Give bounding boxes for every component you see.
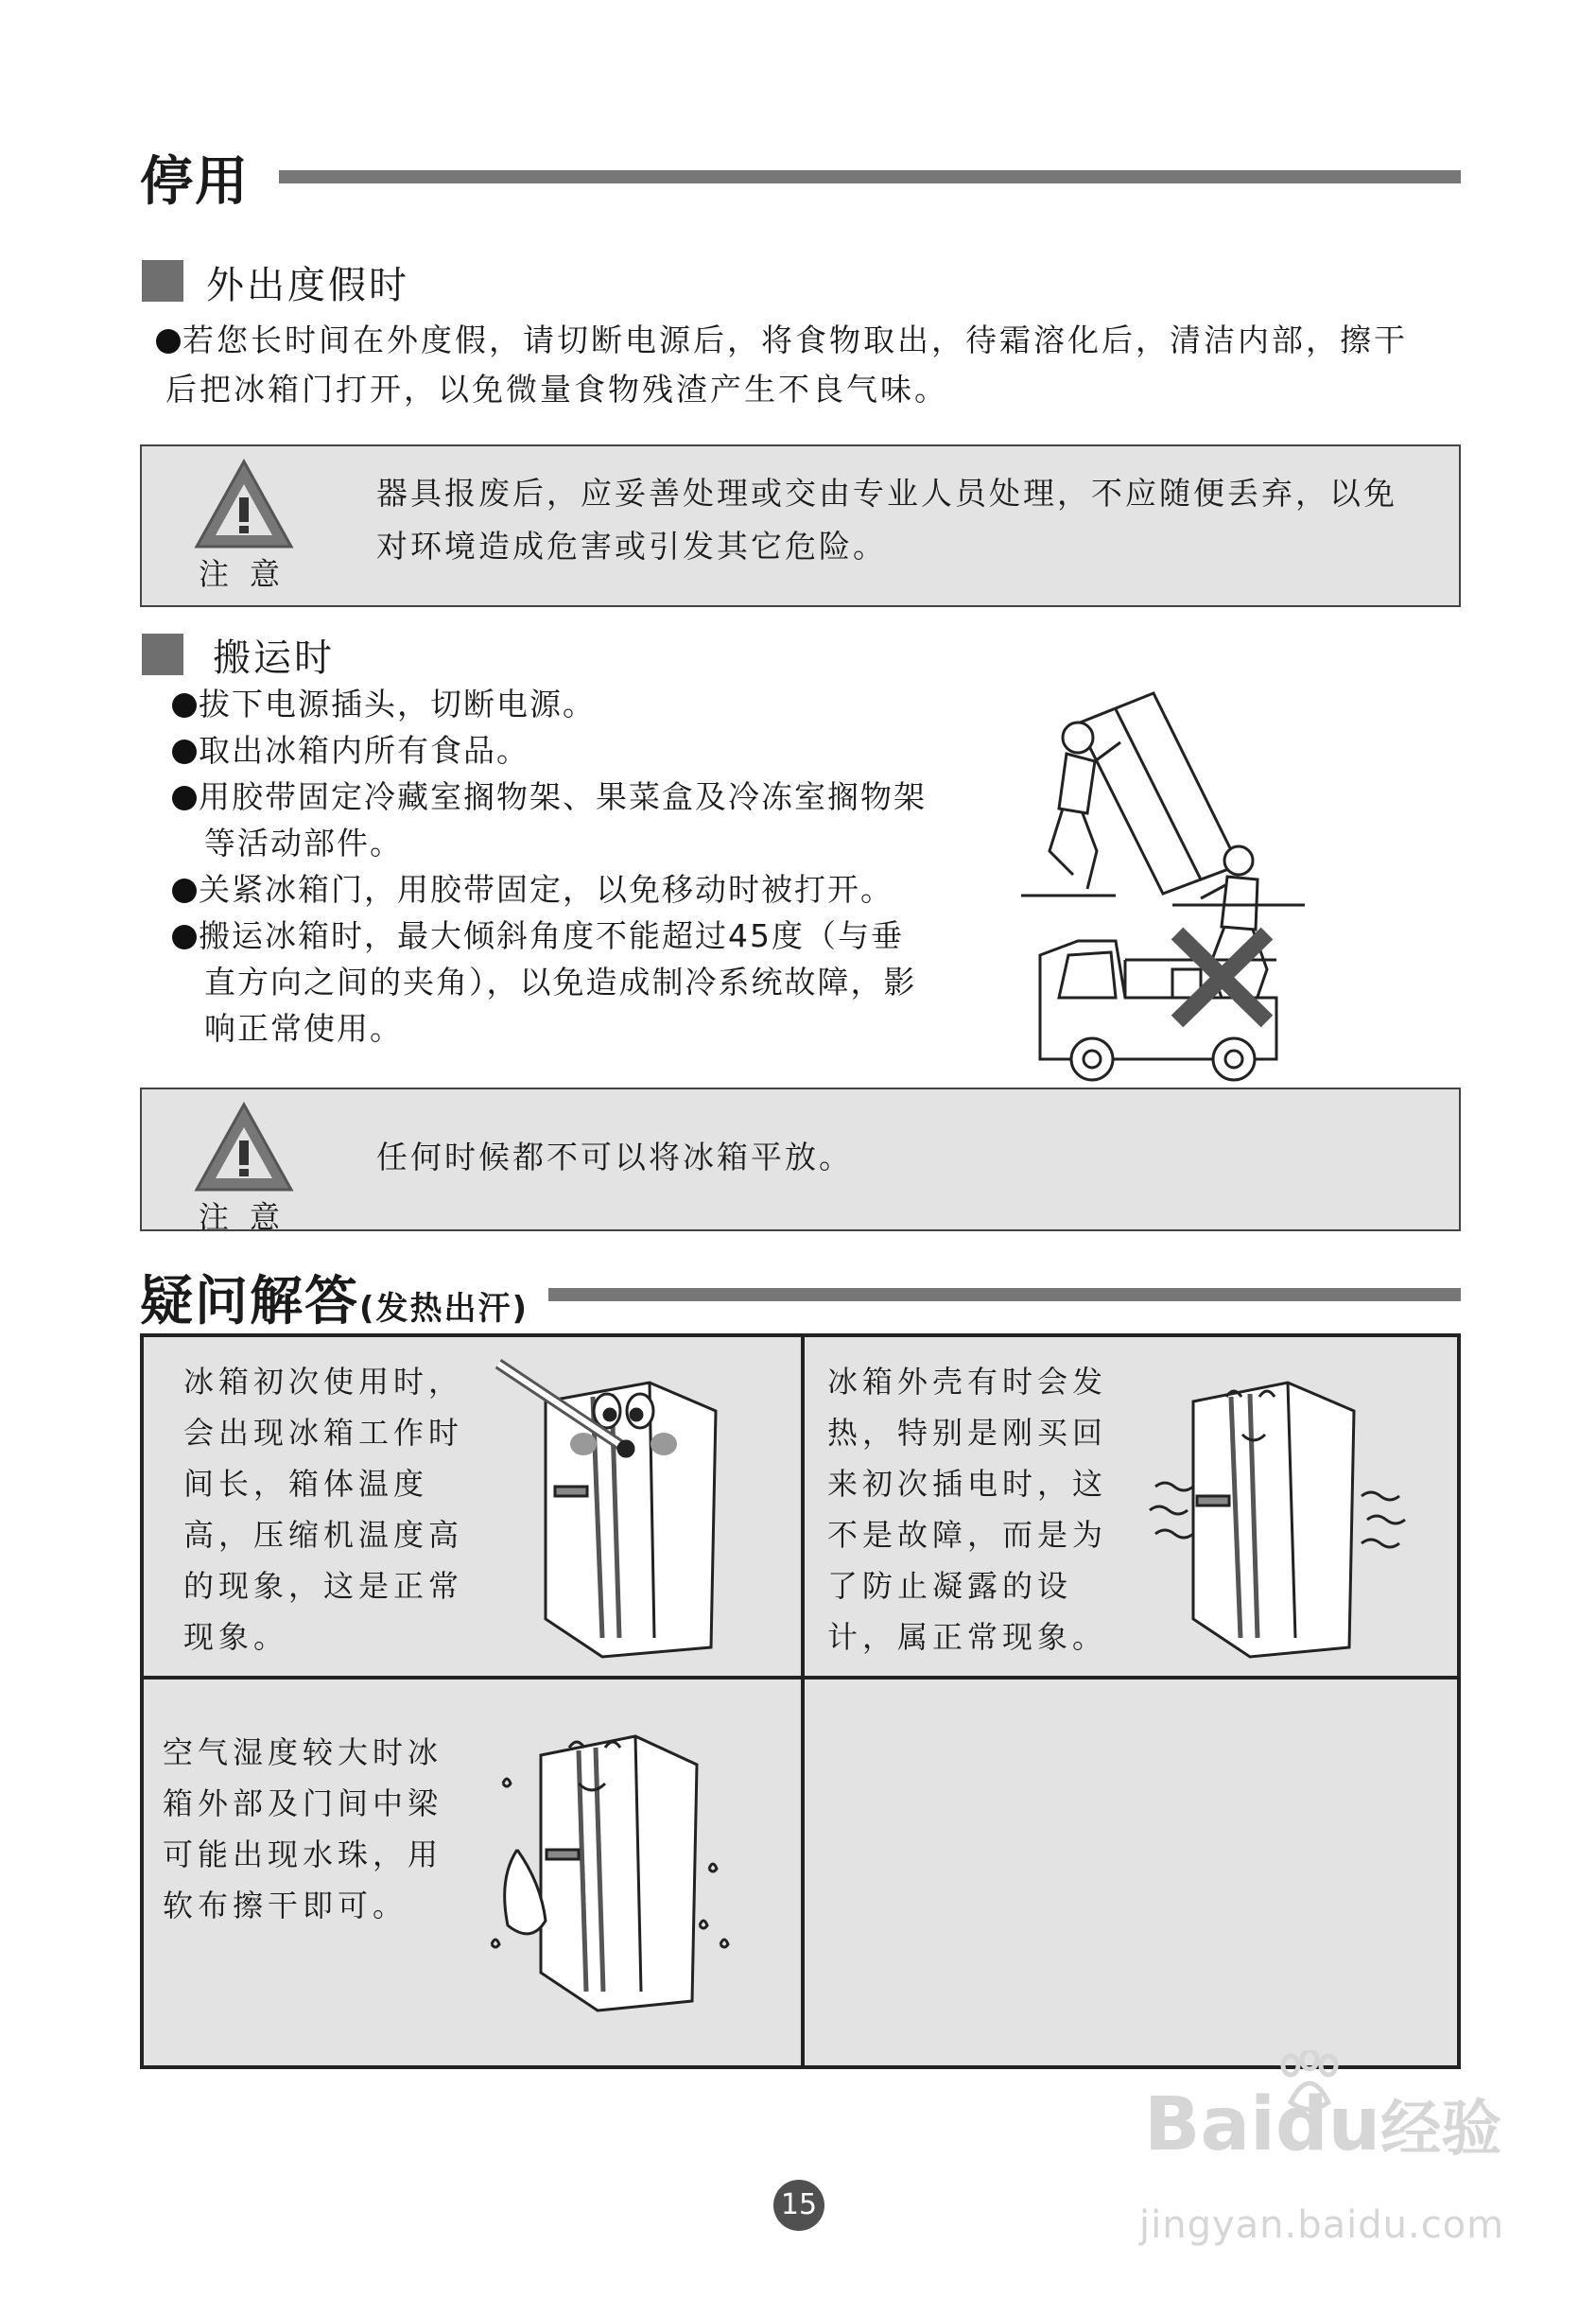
- section-title-rule: [279, 170, 1461, 183]
- faq-title-rule: [548, 1288, 1461, 1301]
- section-title-disuse: 停用: [140, 151, 250, 213]
- faq-title: 疑问解答: [140, 1271, 359, 1332]
- moving-illustration: [1021, 686, 1305, 1083]
- moving-item: 取出冰箱内所有食品。: [172, 727, 985, 774]
- faq-grid-horizontal-divider: [144, 1676, 1457, 1680]
- watermark-brand-cn: 经验: [1380, 2095, 1502, 2165]
- faq-grid-vertical-divider: [801, 1337, 805, 2065]
- notice-box-disposal: [140, 444, 1461, 607]
- heading-square-vacation: [142, 260, 183, 302]
- section-title-faq: [140, 1260, 529, 1335]
- vacation-paragraph: [156, 316, 1480, 414]
- notice-label: 注意: [199, 1199, 302, 1235]
- moving-item: 搬运冰箱时，最大倾斜角度不能超过45度（与垂 直方向之间的夹角），以免造成制冷系统故障，影 响正常使用。: [172, 913, 985, 1052]
- moving-item: 关紧冰箱门，用胶带固定，以免移动时被打开。: [172, 866, 985, 913]
- faq-cell-3-text: 空气湿度较大时冰 箱外部及门间中梁 可能出现水珠，用 软布擦干即可。: [163, 1734, 443, 1923]
- heading-square-moving: [142, 634, 183, 675]
- faq-grid: [140, 1333, 1461, 2069]
- notice-text-line-2: 对环境造成危害或引发其它危险。: [376, 528, 887, 565]
- watermark-brand: Bai: [1144, 2082, 1275, 2167]
- notice-text-line-1: 任何时候都不可以将冰箱平放。: [376, 1139, 853, 1175]
- fridge-thermometer-illustration: [489, 1354, 772, 1659]
- notice-label: 注意: [199, 556, 302, 592]
- vacation-line-1: 若您长时间在外度假，请切断电源后，将食物取出，待霜溶化后，清洁内部，擦干: [182, 322, 1408, 358]
- watermark-url: jingyan.baidu.com: [1139, 2203, 1505, 2247]
- moving-item: 用胶带固定冷藏室搁物架、果菜盒及冷冻室搁物架 等活动部件。: [172, 774, 985, 866]
- faq-cell-1-text: 冰箱初次使用时， 会出现冰箱工作时 间长，箱体温度 高，压缩机温度高 的现象，这是正常 现象。: [183, 1364, 464, 1655]
- moving-item: 拔下电源插头，切断电源。: [172, 681, 985, 727]
- warning-triangle-icon: [191, 1099, 297, 1195]
- vacation-line-2: 后把冰箱门打开，以免微量食物残渣产生不良气味。: [165, 371, 948, 408]
- page-number: 15: [773, 2180, 824, 2231]
- bullet-dot: [156, 329, 181, 354]
- heading-vacation: 外出度假时: [206, 264, 409, 307]
- heading-moving: 搬运时: [213, 636, 335, 680]
- faq-cell-2-text: 冰箱外壳有时会发 热，特别是刚买回 来初次插电时，这 不是故障，而是为 了防止凝露的设 计，属正常现象。: [827, 1364, 1108, 1655]
- notice-box-flat: [140, 1088, 1461, 1235]
- notice-text-line-1: 器具报废后，应妥善处理或交由专业人员处理，不应随便丢弃，以免: [376, 475, 1397, 512]
- warning-triangle-icon: [191, 456, 297, 552]
- watermark-brand-2: du: [1275, 2082, 1381, 2167]
- moving-bullet-list: [172, 681, 985, 1052]
- fridge-sweat-illustration: [484, 1708, 730, 2020]
- watermark-paw-icon: [1272, 2050, 1347, 2116]
- faq-subtitle: (发热出汗): [359, 1290, 529, 1328]
- fridge-warm-illustration: [1136, 1354, 1420, 1659]
